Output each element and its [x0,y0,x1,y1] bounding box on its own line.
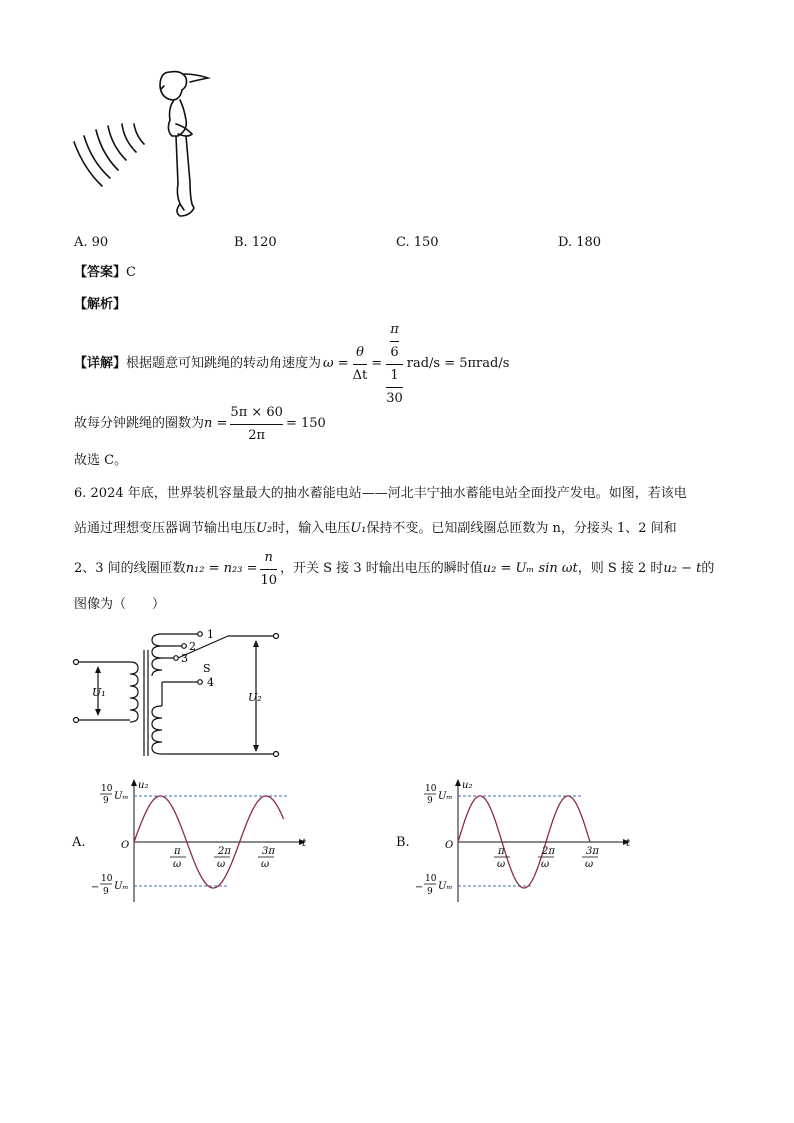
answer-line [74,264,136,282]
graph-a-y-axis: u₂ [138,780,149,791]
q6-line2 [74,520,677,538]
option-a: A. 90 [74,235,109,250]
x-tick-denominator: ω [261,859,270,870]
q6-line3 [74,548,714,590]
graph-a-top-unit: Uₘ [114,791,129,802]
one: 1 [390,367,399,383]
graph-a-x-axis: t [302,838,307,849]
tap-3-label: 3 [181,652,188,665]
graph-a-option: A. [72,835,86,850]
jump-rope-illustration [66,64,216,224]
graph-b-bot-sign: − [415,882,424,893]
q6-u1: U₁ [350,521,367,536]
u2-label: U₂ [248,691,262,704]
frac-n: n [264,549,273,565]
graph-b [412,774,642,904]
tap-2-label: 2 [189,640,196,653]
graph-b-x-axis: t [626,838,631,849]
n-over-10 [260,549,277,590]
x-tick-numerator: 2π [218,846,231,857]
q6-line1: 6. 2024 年底，世界装机容量最大的抽水蓄能电站——河北丰宁抽水蓄能电站全面投产发电。如图，若该电 [74,486,687,501]
x-tick-numerator: π [498,846,505,857]
tap-1-label: 1 [207,628,214,641]
one-over-30 [386,367,403,408]
switch-label: S [203,662,211,675]
count-result: = 150 [285,416,326,431]
answer-tag: 【答案】 [74,265,127,280]
q6-u2t: u₂ − t [663,561,702,576]
thirty: 30 [386,390,403,406]
graph-a-bot-unit: Uₘ [114,881,129,892]
circle-count-line [74,404,326,444]
graph-b-top-unit: Uₘ [438,791,453,802]
pi: π [390,321,399,337]
theta: θ [356,344,364,360]
graph-b-top-num: 10 [425,784,437,794]
eq1: = [371,356,383,371]
x-tick-denominator: ω [173,859,182,870]
detail-line [74,321,510,406]
count-fraction [230,404,283,445]
analysis-tag: 【解析】 [74,297,127,312]
dt: Δt [352,367,368,383]
option-c: C. 150 [396,235,439,250]
graph-a-top-num: 10 [101,784,113,794]
q6-line2a: 站通过理想变压器调节输出电压 [74,521,257,536]
graph-a-top-den: 9 [103,796,109,806]
x-tick-denominator: ω [497,859,506,870]
detail-tag: 【详解】 [74,356,127,371]
q6-line2c: 时，输入电压 [272,521,351,536]
x-tick-numerator: 3π [262,846,275,857]
graph-b-option: B. [396,835,410,850]
graph-b-bot-num: 10 [425,874,437,884]
q6-line3g: 的 [701,561,715,576]
x-tick-denominator: ω [541,859,550,870]
x-tick-denominator: ω [585,859,594,870]
graph-b-y-axis: u₂ [462,780,473,791]
x-tick-numerator: 3π [586,846,599,857]
compound-fraction [386,321,403,408]
option-b: B. 120 [234,235,277,250]
transformer-circuit [70,624,290,764]
graph-b-top-den: 9 [427,796,433,806]
count-denominator: 2π [248,427,266,443]
q6-line4: 图像为（ ） [74,597,166,612]
q6-line2e: 保持不变。已知副线圈总匝数为 n，分接头 1、2 间和 [366,521,677,536]
graph-b-bot-unit: Uₘ [438,881,453,892]
q6-line3e: ，则 S 接 2 时 [577,561,664,576]
graph-a-origin: O [121,840,130,851]
count-numerator: 5π × 60 [230,404,283,420]
graph-b-bot-den: 9 [427,887,433,897]
graph-a [88,774,318,904]
tap-4-label: 4 [207,676,214,689]
theta-over-dt [353,344,368,385]
q6-n12: n₁₂ = n₂₃ = [185,561,258,576]
graph-a-bot-den: 9 [103,887,109,897]
x-tick-denominator: ω [217,859,226,870]
q6-line3c: ，开关 S 接 3 时输出电压的瞬时值 [280,561,483,576]
circle-count-text: 故每分钟跳绳的圈数为 [74,416,205,431]
option-d: D. 180 [558,235,602,250]
frac-ten: 10 [260,572,278,588]
q6-u2: U₂ [256,521,273,536]
graph-b-origin: O [445,840,454,851]
q6-line3a: 2、3 间的线圈匝数 [74,561,186,576]
pi-over-6 [390,321,399,362]
choice-line: 故选 C。 [74,453,128,468]
graph-a-bot-num: 10 [101,874,113,884]
x-tick-numerator: π [174,846,181,857]
detail-text: 根据题意可知跳绳的转动角速度为 [126,356,322,371]
six: 6 [390,344,399,360]
graph-a-bot-sign: − [91,882,100,893]
answer-value: C [126,265,136,280]
omega-lhs: ω = [323,356,349,371]
omega-result: rad/s = 5πrad/s [406,356,510,371]
q6-u2-expr: u₂ = Uₘ sin ωt [482,561,578,576]
n-lhs: n = [204,416,228,431]
x-tick-numerator: 2π [542,846,555,857]
u1-label: U₁ [92,686,106,699]
